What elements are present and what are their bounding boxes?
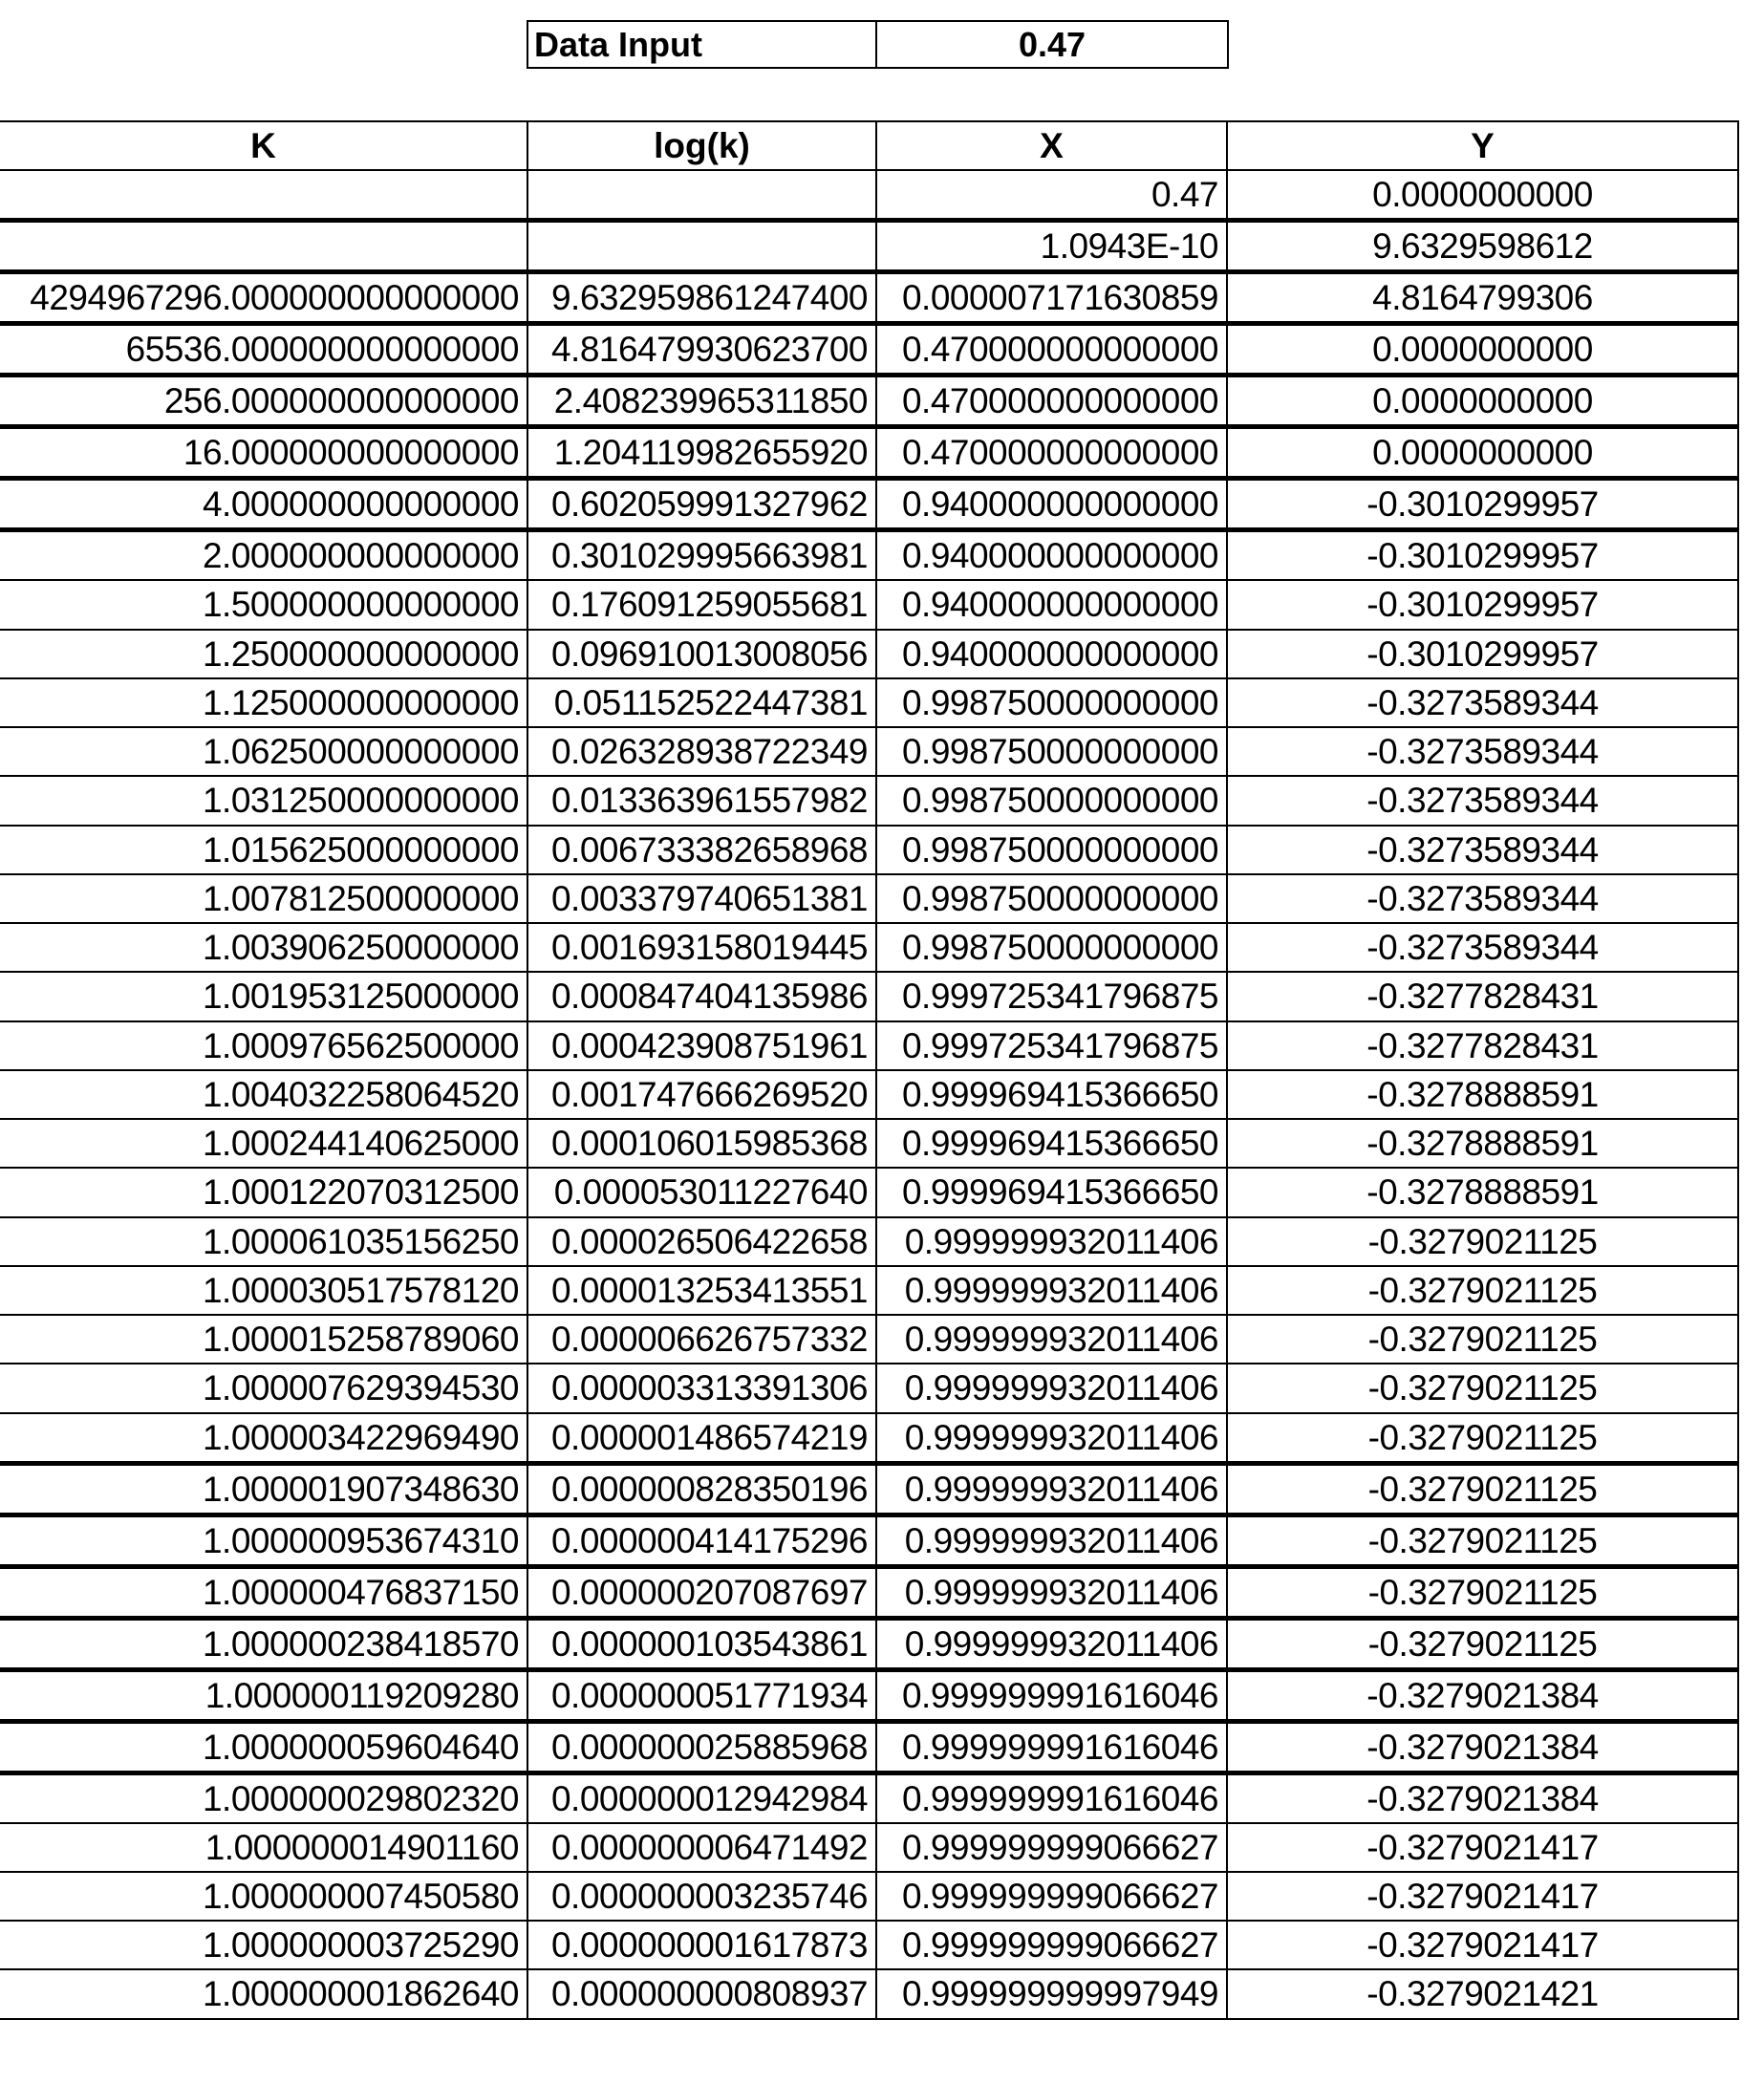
table-row bbox=[0, 727, 1738, 776]
y-cell[interactable]: -0.3279021384 bbox=[1227, 1772, 1738, 1823]
logk-cell[interactable]: 0.051152522447381 bbox=[527, 678, 876, 727]
k-cell[interactable]: 4294967296.000000000000000 bbox=[0, 272, 527, 324]
x-cell[interactable]: 0.999999991616046 bbox=[876, 1721, 1227, 1772]
table-row bbox=[0, 1119, 1738, 1168]
logk-cell[interactable]: 0.000000414175296 bbox=[527, 1515, 876, 1566]
header-x: X bbox=[876, 121, 1227, 170]
logk-cell[interactable]: 0.013363961557982 bbox=[527, 776, 876, 825]
table-row bbox=[0, 1413, 1738, 1464]
x-cell[interactable]: 0.940000000000000 bbox=[876, 479, 1227, 530]
x-cell[interactable]: 0.999999999066627 bbox=[876, 1823, 1227, 1872]
logk-cell[interactable]: 1.204119982655920 bbox=[527, 427, 876, 479]
x-cell[interactable]: 0.998750000000000 bbox=[876, 874, 1227, 923]
logk-cell[interactable]: 0.602059991327962 bbox=[527, 479, 876, 530]
table-row bbox=[0, 1168, 1738, 1216]
table-row bbox=[0, 1772, 1738, 1823]
table-row bbox=[0, 221, 1738, 272]
x-cell[interactable]: 0.999999932011406 bbox=[876, 1618, 1227, 1669]
logk-cell[interactable]: 0.000000207087697 bbox=[527, 1566, 876, 1618]
table-row bbox=[0, 1921, 1738, 1969]
k-cell[interactable]: 1.004032258064520 bbox=[0, 1070, 527, 1119]
logk-cell[interactable]: 0.000423908751961 bbox=[527, 1021, 876, 1070]
logk-cell[interactable]: 0.000013253413551 bbox=[527, 1266, 876, 1315]
data-input-value[interactable]: 0.47 bbox=[1018, 25, 1086, 64]
x-cell[interactable]: 0.940000000000000 bbox=[876, 630, 1227, 678]
k-cell[interactable]: 1.000003422969490 bbox=[0, 1413, 527, 1464]
x-cell[interactable]: 0.998750000000000 bbox=[876, 727, 1227, 776]
table-row bbox=[0, 923, 1738, 972]
k-cell[interactable]: 1.000000119209280 bbox=[0, 1669, 527, 1721]
y-cell[interactable]: -0.3010299957 bbox=[1227, 630, 1738, 678]
k-cell[interactable]: 1.000244140625000 bbox=[0, 1119, 527, 1168]
table-row bbox=[0, 678, 1738, 727]
x-cell[interactable]: 0.999969415366650 bbox=[876, 1168, 1227, 1216]
k-cell[interactable]: 1.000061035156250 bbox=[0, 1217, 527, 1266]
table-row bbox=[0, 1721, 1738, 1772]
y-cell[interactable]: -0.3279021384 bbox=[1227, 1721, 1738, 1772]
x-cell[interactable]: 0.47 bbox=[876, 170, 1227, 221]
logk-cell[interactable]: 0.000000012942984 bbox=[527, 1772, 876, 1823]
x-cell[interactable]: 0.998750000000000 bbox=[876, 923, 1227, 972]
y-cell[interactable]: -0.3273589344 bbox=[1227, 727, 1738, 776]
y-cell[interactable]: 9.6329598612 bbox=[1227, 221, 1738, 272]
data-input-label: Data Input bbox=[528, 22, 877, 67]
y-cell[interactable]: 0.0000000000 bbox=[1227, 427, 1738, 479]
k-cell[interactable] bbox=[0, 170, 527, 221]
y-cell[interactable]: -0.3279021417 bbox=[1227, 1921, 1738, 1969]
k-cell[interactable]: 1.000000029802320 bbox=[0, 1772, 527, 1823]
logk-cell[interactable]: 0.000053011227640 bbox=[527, 1168, 876, 1216]
x-cell[interactable]: 0.940000000000000 bbox=[876, 530, 1227, 581]
x-cell[interactable]: 0.470000000000000 bbox=[876, 427, 1227, 479]
logk-cell[interactable]: 0.000000103543861 bbox=[527, 1618, 876, 1669]
y-cell[interactable]: -0.3279021125 bbox=[1227, 1315, 1738, 1364]
y-cell[interactable]: -0.3279021125 bbox=[1227, 1266, 1738, 1315]
k-cell[interactable]: 65536.000000000000000 bbox=[0, 324, 527, 376]
table-row bbox=[0, 324, 1738, 376]
k-cell[interactable]: 4.000000000000000 bbox=[0, 479, 527, 530]
table-row bbox=[0, 1217, 1738, 1266]
logk-cell[interactable]: 0.301029995663981 bbox=[527, 530, 876, 581]
data-input-box bbox=[527, 20, 1229, 69]
table-row bbox=[0, 1364, 1738, 1412]
y-cell[interactable]: -0.3010299957 bbox=[1227, 530, 1738, 581]
table-body bbox=[0, 170, 1738, 2018]
y-cell[interactable]: -0.3278888591 bbox=[1227, 1070, 1738, 1119]
y-cell[interactable]: -0.3279021125 bbox=[1227, 1413, 1738, 1464]
logk-cell[interactable]: 4.816479930623700 bbox=[527, 324, 876, 376]
table-row bbox=[0, 972, 1738, 1021]
logk-cell[interactable] bbox=[527, 170, 876, 221]
table-row bbox=[0, 1618, 1738, 1669]
table-row bbox=[0, 1669, 1738, 1721]
x-cell[interactable]: 0.998750000000000 bbox=[876, 826, 1227, 874]
logk-cell[interactable]: 0.096910013008056 bbox=[527, 630, 876, 678]
logk-cell[interactable]: 0.000000828350196 bbox=[527, 1463, 876, 1515]
y-cell[interactable]: -0.3273589344 bbox=[1227, 678, 1738, 727]
table-row bbox=[0, 1315, 1738, 1364]
y-cell[interactable]: -0.3279021125 bbox=[1227, 1463, 1738, 1515]
table-row bbox=[0, 1823, 1738, 1872]
logk-cell[interactable]: 0.003379740651381 bbox=[527, 874, 876, 923]
logk-cell[interactable]: 0.000006626757332 bbox=[527, 1315, 876, 1364]
table-row bbox=[0, 580, 1738, 629]
x-cell[interactable]: 0.999999932011406 bbox=[876, 1463, 1227, 1515]
k-cell[interactable]: 1.062500000000000 bbox=[0, 727, 527, 776]
x-cell[interactable]: 0.940000000000000 bbox=[876, 580, 1227, 629]
table-row bbox=[0, 1021, 1738, 1070]
k-cell[interactable]: 1.000000476837150 bbox=[0, 1566, 527, 1618]
k-cell[interactable]: 2.000000000000000 bbox=[0, 530, 527, 581]
x-cell[interactable]: 0.999969415366650 bbox=[876, 1119, 1227, 1168]
k-cell[interactable]: 1.125000000000000 bbox=[0, 678, 527, 727]
y-cell[interactable]: -0.3279021417 bbox=[1227, 1823, 1738, 1872]
table-row bbox=[0, 376, 1738, 427]
x-cell[interactable]: 0.999999999997949 bbox=[876, 1969, 1227, 2018]
logk-cell[interactable]: 0.000000003235746 bbox=[527, 1872, 876, 1921]
logk-cell[interactable]: 0.001747666269520 bbox=[527, 1070, 876, 1119]
k-cell[interactable]: 1.000015258789060 bbox=[0, 1315, 527, 1364]
x-cell[interactable]: 0.999999932011406 bbox=[876, 1566, 1227, 1618]
k-cell[interactable]: 1.250000000000000 bbox=[0, 630, 527, 678]
y-cell[interactable]: -0.3279021125 bbox=[1227, 1618, 1738, 1669]
x-cell[interactable]: 1.0943E-10 bbox=[876, 221, 1227, 272]
table-row bbox=[0, 1969, 1738, 2018]
x-cell[interactable]: 0.999999932011406 bbox=[876, 1413, 1227, 1464]
x-cell[interactable]: 0.999725341796875 bbox=[876, 972, 1227, 1021]
x-cell[interactable]: 0.470000000000000 bbox=[876, 324, 1227, 376]
logk-cell[interactable]: 2.408239965311850 bbox=[527, 376, 876, 427]
y-cell[interactable]: -0.3279021125 bbox=[1227, 1364, 1738, 1412]
k-cell[interactable]: 1.000000003725290 bbox=[0, 1921, 527, 1969]
k-cell[interactable]: 1.000030517578120 bbox=[0, 1266, 527, 1315]
header-row bbox=[0, 121, 1738, 170]
table-row bbox=[0, 1463, 1738, 1515]
logk-cell[interactable]: 9.632959861247400 bbox=[527, 272, 876, 324]
y-cell[interactable]: -0.3279021125 bbox=[1227, 1217, 1738, 1266]
y-cell[interactable]: 0.0000000000 bbox=[1227, 324, 1738, 376]
logk-cell[interactable] bbox=[527, 221, 876, 272]
x-cell[interactable]: 0.998750000000000 bbox=[876, 678, 1227, 727]
logk-cell[interactable]: 0.001693158019445 bbox=[527, 923, 876, 972]
logk-cell[interactable]: 0.006733382658968 bbox=[527, 826, 876, 874]
y-cell[interactable]: 4.8164799306 bbox=[1227, 272, 1738, 324]
k-cell[interactable]: 1.000000001862640 bbox=[0, 1969, 527, 2018]
logk-cell[interactable]: 0.000003313391306 bbox=[527, 1364, 876, 1412]
logk-cell[interactable]: 0.000000000808937 bbox=[527, 1969, 876, 2018]
k-cell[interactable]: 1.003906250000000 bbox=[0, 923, 527, 972]
k-cell[interactable]: 1.000000953674310 bbox=[0, 1515, 527, 1566]
k-cell[interactable]: 1.000000059604640 bbox=[0, 1721, 527, 1772]
results-table bbox=[0, 120, 1739, 2020]
x-cell[interactable]: 0.998750000000000 bbox=[876, 776, 1227, 825]
logk-cell[interactable]: 0.026328938722349 bbox=[527, 727, 876, 776]
x-cell[interactable]: 0.999969415366650 bbox=[876, 1070, 1227, 1119]
table-row bbox=[0, 1872, 1738, 1921]
header-k: K bbox=[0, 121, 527, 170]
k-cell[interactable]: 1.000007629394530 bbox=[0, 1364, 527, 1412]
x-cell[interactable]: 0.999999932011406 bbox=[876, 1315, 1227, 1364]
k-cell[interactable]: 1.000000014901160 bbox=[0, 1823, 527, 1872]
x-cell[interactable]: 0.999999932011406 bbox=[876, 1515, 1227, 1566]
k-cell[interactable]: 1.000122070312500 bbox=[0, 1168, 527, 1216]
k-cell[interactable]: 16.000000000000000 bbox=[0, 427, 527, 479]
k-cell[interactable]: 256.000000000000000 bbox=[0, 376, 527, 427]
k-cell[interactable]: 1.000000238418570 bbox=[0, 1618, 527, 1669]
y-cell[interactable]: -0.3010299957 bbox=[1227, 580, 1738, 629]
x-cell[interactable]: 0.999999932011406 bbox=[876, 1266, 1227, 1315]
table-row bbox=[0, 1070, 1738, 1119]
logk-cell[interactable]: 0.000000051771934 bbox=[527, 1669, 876, 1721]
x-cell[interactable]: 0.999999991616046 bbox=[876, 1772, 1227, 1823]
y-cell[interactable]: -0.3279021421 bbox=[1227, 1969, 1738, 2018]
k-cell[interactable]: 1.001953125000000 bbox=[0, 972, 527, 1021]
y-cell[interactable]: -0.3278888591 bbox=[1227, 1168, 1738, 1216]
y-cell[interactable]: -0.3010299957 bbox=[1227, 479, 1738, 530]
y-cell[interactable]: 0.0000000000 bbox=[1227, 170, 1738, 221]
x-cell[interactable]: 0.999999991616046 bbox=[876, 1669, 1227, 1721]
logk-cell[interactable]: 0.000000025885968 bbox=[527, 1721, 876, 1772]
table-row bbox=[0, 479, 1738, 530]
y-cell[interactable]: -0.3279021125 bbox=[1227, 1566, 1738, 1618]
y-cell[interactable]: -0.3273589344 bbox=[1227, 826, 1738, 874]
table-row bbox=[0, 630, 1738, 678]
k-cell[interactable]: 1.015625000000000 bbox=[0, 826, 527, 874]
logk-cell[interactable]: 0.000001486574219 bbox=[527, 1413, 876, 1464]
table-row bbox=[0, 874, 1738, 923]
table-row bbox=[0, 1515, 1738, 1566]
y-cell[interactable]: -0.3277828431 bbox=[1227, 1021, 1738, 1070]
k-cell[interactable]: 1.500000000000000 bbox=[0, 580, 527, 629]
x-cell[interactable]: 0.999999999066627 bbox=[876, 1921, 1227, 1969]
header-y: Y bbox=[1227, 121, 1738, 170]
logk-cell[interactable]: 0.000000001617873 bbox=[527, 1921, 876, 1969]
k-cell[interactable]: 1.000001907348630 bbox=[0, 1463, 527, 1515]
y-cell[interactable]: -0.3273589344 bbox=[1227, 923, 1738, 972]
logk-cell[interactable]: 0.000000006471492 bbox=[527, 1823, 876, 1872]
logk-cell[interactable]: 0.176091259055681 bbox=[527, 580, 876, 629]
table-row bbox=[0, 427, 1738, 479]
x-cell[interactable]: 0.999999932011406 bbox=[876, 1364, 1227, 1412]
logk-cell[interactable]: 0.000026506422658 bbox=[527, 1217, 876, 1266]
x-cell[interactable]: 0.000007171630859 bbox=[876, 272, 1227, 324]
table-row bbox=[0, 272, 1738, 324]
table-row bbox=[0, 826, 1738, 874]
k-cell[interactable]: 1.007812500000000 bbox=[0, 874, 527, 923]
logk-cell[interactable]: 0.000847404135986 bbox=[527, 972, 876, 1021]
y-cell[interactable]: -0.3279021417 bbox=[1227, 1872, 1738, 1921]
x-cell[interactable]: 0.999999999066627 bbox=[876, 1872, 1227, 1921]
table-row bbox=[0, 530, 1738, 581]
y-cell[interactable]: -0.3279021125 bbox=[1227, 1515, 1738, 1566]
y-cell[interactable]: 0.0000000000 bbox=[1227, 376, 1738, 427]
x-cell[interactable]: 0.470000000000000 bbox=[876, 376, 1227, 427]
y-cell[interactable]: -0.3273589344 bbox=[1227, 874, 1738, 923]
x-cell[interactable]: 0.999999932011406 bbox=[876, 1217, 1227, 1266]
table-row bbox=[0, 1266, 1738, 1315]
y-cell[interactable]: -0.3277828431 bbox=[1227, 972, 1738, 1021]
x-cell[interactable]: 0.999725341796875 bbox=[876, 1021, 1227, 1070]
k-cell[interactable]: 1.031250000000000 bbox=[0, 776, 527, 825]
table-row bbox=[0, 170, 1738, 221]
y-cell[interactable]: -0.3273589344 bbox=[1227, 776, 1738, 825]
y-cell[interactable]: -0.3279021384 bbox=[1227, 1669, 1738, 1721]
k-cell[interactable] bbox=[0, 221, 527, 272]
y-cell[interactable]: -0.3278888591 bbox=[1227, 1119, 1738, 1168]
table-row bbox=[0, 1566, 1738, 1618]
table-row bbox=[0, 776, 1738, 825]
k-cell[interactable]: 1.000000007450580 bbox=[0, 1872, 527, 1921]
header-logk: log(k) bbox=[527, 121, 876, 170]
logk-cell[interactable]: 0.000106015985368 bbox=[527, 1119, 876, 1168]
k-cell[interactable]: 1.000976562500000 bbox=[0, 1021, 527, 1070]
